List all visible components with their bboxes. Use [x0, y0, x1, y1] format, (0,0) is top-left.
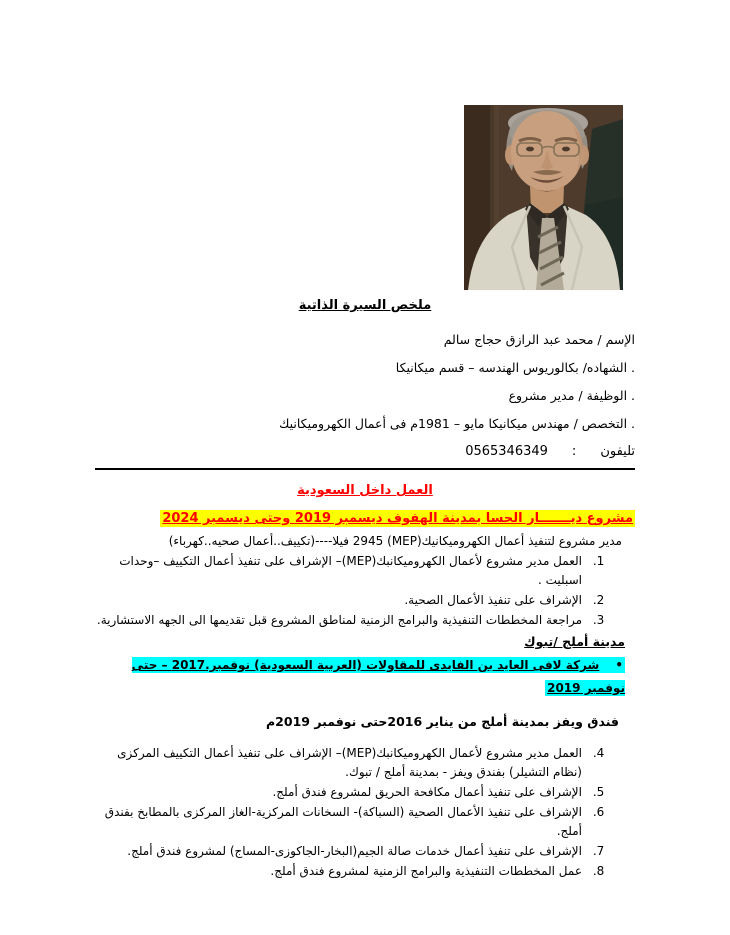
- specialty-line: . التخصص / مهندس ميكانيكا مايو – 1981م فى أعمال الكهروميكانيك: [279, 416, 635, 431]
- company-highlight: [132, 657, 625, 696]
- phone-number: 0565346349: [465, 444, 548, 459]
- list-item: 5. الإشراف على تنفيذ أعمال مكافحة الحريق لمشروع فندق أملج.: [95, 783, 589, 802]
- phone-separator: :: [571, 444, 577, 459]
- alhasa-project-title-highlight: مشروع ديـــــــار الحسا بمدينة الهفوف ديسمبر 2019 وحتى ديسمبر 2024: [162, 511, 633, 526]
- alhasa-project-intro: مدير مشروع لتنفيذ أعمال الكهروميكانيك(MEP) 2945 فيلا----(تكييف..أعمال صحيه..كهرباء): [168, 534, 622, 548]
- section-divider: [95, 468, 635, 470]
- umluj-city-header: مدينة أملج /تبوك: [524, 634, 625, 649]
- list-item: 4. العمل مدير مشروع لأعمال الكهروميكانبك(MEP)– الإشراف على تنفيذ أعمال التكييف المركزى (نظام التشيلر) بفندق ويفز - بمدينة أملج / تبوك.: [95, 744, 589, 782]
- saudi-work-header: العمل داخل السعودية: [297, 483, 433, 498]
- bullet-icon: •: [615, 658, 623, 672]
- list-item: 3. مراجعة المخططات التنفيذية والبرامج الزمنية لمناطق المشروع قبل تقديمها الى الجهه الاستشارية.: [95, 611, 589, 630]
- list-item: 2. الإشراف على تنفيذ الأعمال الصحية.: [95, 591, 589, 610]
- alhasa-project-title-row: [95, 505, 635, 530]
- phone-label: تليفون: [600, 444, 635, 459]
- company-name-text: شركة لافى العايد بن الفايدى للمقاولات (العربية السعودية) نوفمبر.2017 – حتى نوفمبر 2019: [131, 658, 625, 695]
- phone-line: [95, 443, 635, 461]
- company-row: [95, 653, 635, 699]
- list-item: 8. عمل المخططات التنفيذية والبرامج الزمنية لمشروع فندق أملج.: [95, 862, 589, 881]
- portrait-photo-graphic: [464, 105, 623, 290]
- umluj-duties-list: [95, 744, 635, 881]
- list-item: 1. العمل مدير مشروع لأعمال الكهروميكانبك(MEP)– الإشراف على تنفيذ أعمال التكييف –وحدات اسبليت .: [95, 552, 589, 590]
- list-item: 7. الإشراف على تنفيذ أعمال خدمات صالة الجيم(البخار-الجاكوزى-المساج) لمشروع فندق أملج.: [95, 842, 589, 861]
- portrait-photo: [464, 105, 623, 290]
- degree-line: . الشهاده/ بكالوريوس الهندسه – قسم ميكانيكا: [395, 360, 635, 375]
- job-title-line: . الوظيفة / مدير مشروع: [508, 388, 635, 403]
- hotel-line: فندق ويفز بمدينة أملج من يناير 2016حتى نوفمبر 2019م: [266, 714, 619, 729]
- list-item: 6. الإشراف على تنفيذ الأعمال الصحية (السباكة)- السخانات المركزية-الغاز المركزى بالمطابخ بفندق أملج.: [95, 803, 589, 841]
- name-line: الإسم / محمد عبد الرازق حجاج سالم: [443, 332, 635, 347]
- cv-body: [95, 297, 635, 882]
- alhasa-duties-list: [95, 552, 635, 630]
- cv-summary-title: ملخص السيرة الذاتية: [298, 298, 432, 313]
